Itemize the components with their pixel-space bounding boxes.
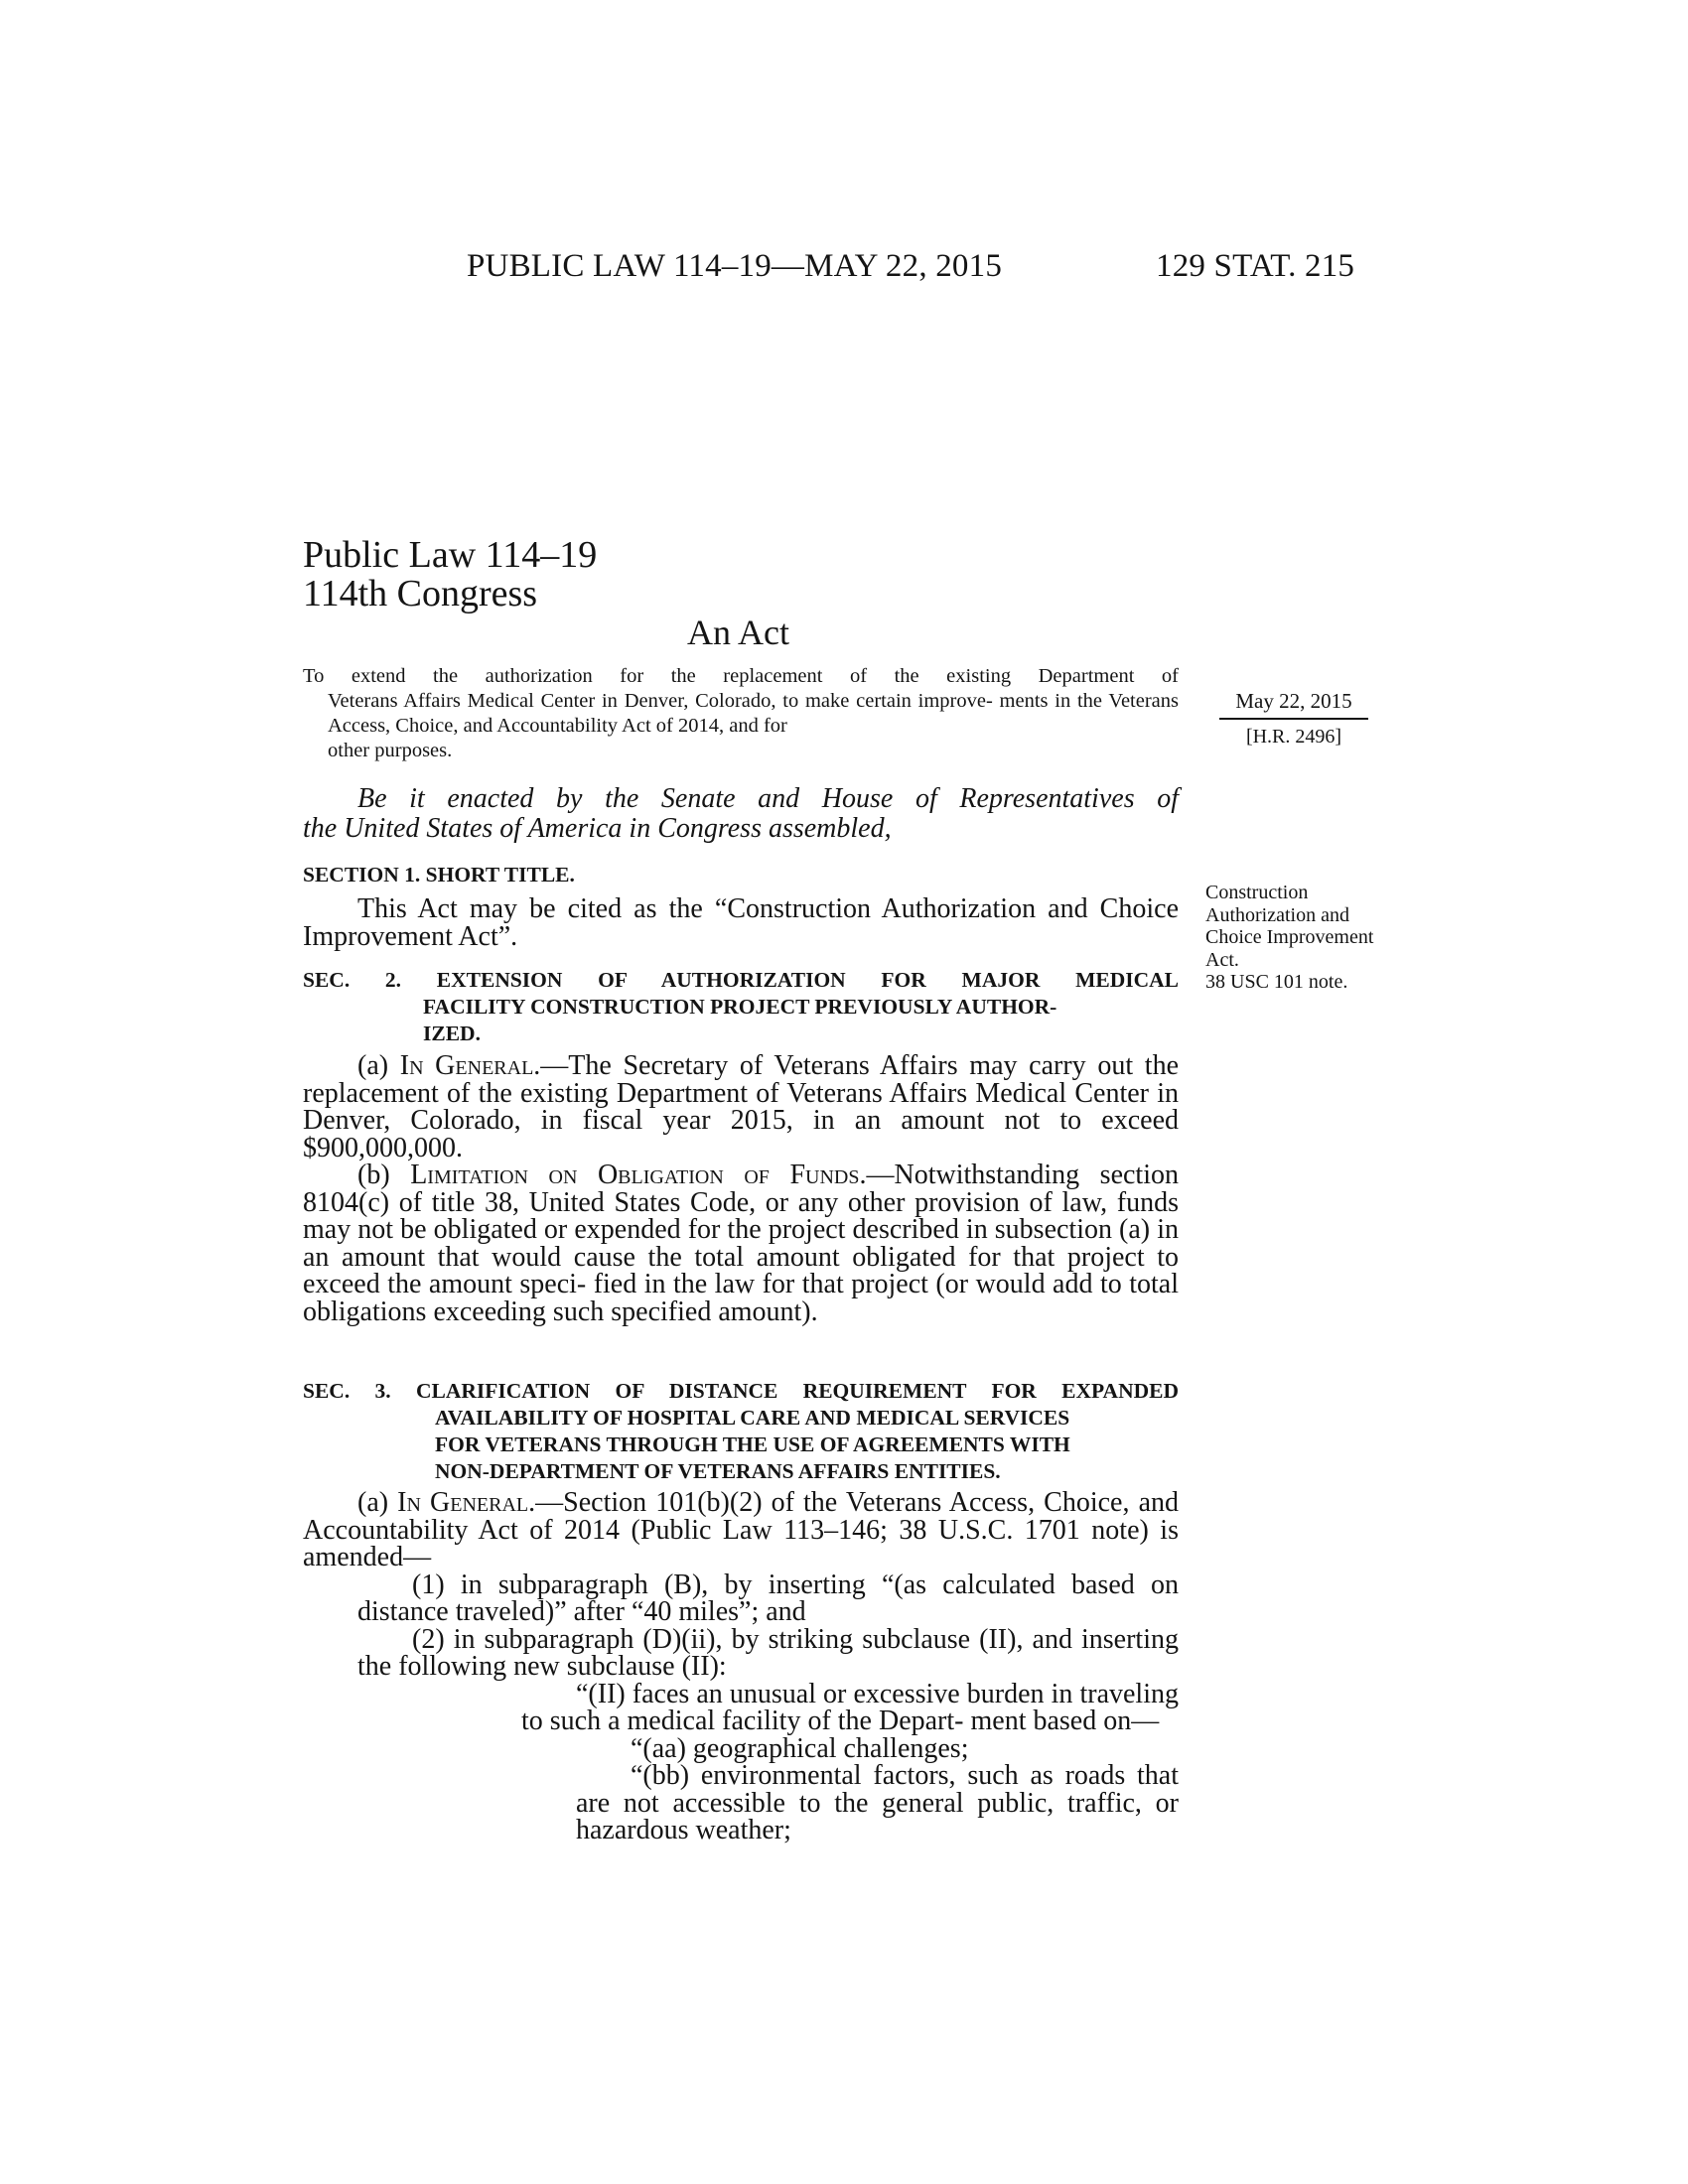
purpose-last-line: other purposes. (328, 740, 453, 761)
public-law-number: Public Law 114–19 (303, 534, 598, 576)
subsection-2b-prefix: (b) (357, 1160, 411, 1190)
section-3-heading-line-2: AVAILABILITY OF HOSPITAL CARE AND MEDICAL SERVICES (435, 1406, 1070, 1430)
subsection-2a-text: .—The Secretary of Veterans Affairs may carry out the replacement of the existing Department of Veterans Affairs Medical Center in Denver, Colorado, in fiscal year 2015, in an amount not to exceed $900,000,000. (303, 1050, 1179, 1163)
section-3-body (303, 1489, 1179, 1844)
section-3-heading-line-1: SEC. 3. CLARIFICATION OF DISTANCE REQUIREMENT FOR EXPANDED (303, 1379, 1179, 1403)
subsection-2b-caption: Limitation on Obligation of Funds (410, 1160, 860, 1190)
section-2-body (303, 1052, 1179, 1325)
subsection-3a-caption: In General (397, 1487, 529, 1518)
purpose-continuation: Veterans Affairs Medical Center in Denver, Colorado, to make certain improve- ments in the Veterans Access, Choice, and Accountability Act of 2014, and for (328, 690, 1179, 737)
subsection-2a-caption: In General (399, 1050, 534, 1081)
subsection-2b (303, 1161, 1179, 1325)
marginal-note-short-title: Construction Authorization and Choice Improvement Act. (1205, 882, 1374, 971)
margin-bill-number: [H.R. 2496] (1245, 726, 1342, 748)
subsection-3a (303, 1489, 1179, 1571)
purpose-clause (303, 664, 1179, 763)
section-2-heading (303, 967, 1179, 1047)
short-title-paragraph: This Act may be cited as the “Construction Authorization and Choice Improvement Act”. (303, 893, 1179, 952)
section-1-text (303, 895, 1179, 950)
paragraph-3a-1: (1) in subparagraph (B), by inserting “(as calculated based on distance traveled)” after “40 miles”; and (357, 1569, 1179, 1627)
margin-divider (1219, 718, 1368, 720)
quoted-subclause-II-text: “(II) faces an unusual or excessive burden in traveling to such a medical facility of the Depart- ment based on— (521, 1678, 1179, 1736)
subsection-2b-text: .—Notwithstanding section 8104(c) of title 38, United States Code, or any other provision of law, funds may not be obligated or expended for the project described in subsection (a) in an amount that would cause the total amount obligated for that project to exceed the amount speci- fied in the law for that project (or would add to total obligations exceeding such specified amount). (303, 1160, 1179, 1327)
section-2-heading-line-3: IZED. (423, 1022, 481, 1045)
quoted-subclause-II (303, 1678, 1179, 1736)
subsection-3a-prefix: (a) (357, 1487, 398, 1518)
subsection-2a-prefix: (a) (357, 1050, 400, 1081)
quoted-item-aa (303, 1732, 1179, 1764)
subsection-3a-text: .—Section 101(b)(2) of the Veterans Access, Choice, and Accountability Act of 2014 (Public Law 113–146; 38 U.S.C. 1701 note) is amended— (303, 1487, 1179, 1572)
running-head: PUBLIC LAW 114–19—MAY 22, 2015 (467, 248, 1003, 284)
section-2-heading-line-2: FACILITY CONSTRUCTION PROJECT PREVIOUSLY AUTHOR- (423, 995, 1057, 1019)
congress-number: 114th Congress (303, 573, 538, 614)
paragraph-3a-2: (2) in subparagraph (D)(ii), by striking subclause (II), and inserting the following new subclause (II): (357, 1623, 1179, 1682)
section-2-heading-line-1: SEC. 2. EXTENSION OF AUTHORIZATION FOR MAJOR MEDICAL (303, 968, 1179, 992)
act-title: An Act (687, 613, 789, 652)
section-3-heading-line-3: FOR VETERANS THROUGH THE USE OF AGREEMENTS WITH (435, 1433, 1070, 1456)
margin-approval-date: May 22, 2015 (1235, 689, 1352, 713)
enacting-clause (303, 784, 1179, 844)
section-1-heading: SECTION 1. SHORT TITLE. (303, 863, 575, 887)
quoted-item-aa-text: “(aa) geographical challenges; (631, 1732, 969, 1764)
quoted-item-bb (303, 1762, 1179, 1844)
subsection-2a (303, 1052, 1179, 1161)
marginal-note-usc: 38 USC 101 note. (1205, 971, 1348, 993)
section-3-heading (303, 1378, 1179, 1485)
statute-page-reference: 129 STAT. 215 (1156, 248, 1355, 284)
quoted-item-bb-text: “(bb) environmental factors, such as roads that are not accessible to the general public, traffic, or hazardous weather; (576, 1760, 1179, 1845)
enacting-line-1: Be it enacted by the Senate and House of Representatives of (357, 783, 1179, 814)
purpose-line-1: To extend the authorization for the replacement of the existing Department of (303, 665, 1179, 687)
marginal-note (1205, 882, 1384, 994)
enacting-line-2: the United States of America in Congress assembled, (303, 813, 892, 844)
section-3-heading-line-4: NON-DEPARTMENT OF VETERANS AFFAIRS ENTITIES. (435, 1459, 1001, 1483)
